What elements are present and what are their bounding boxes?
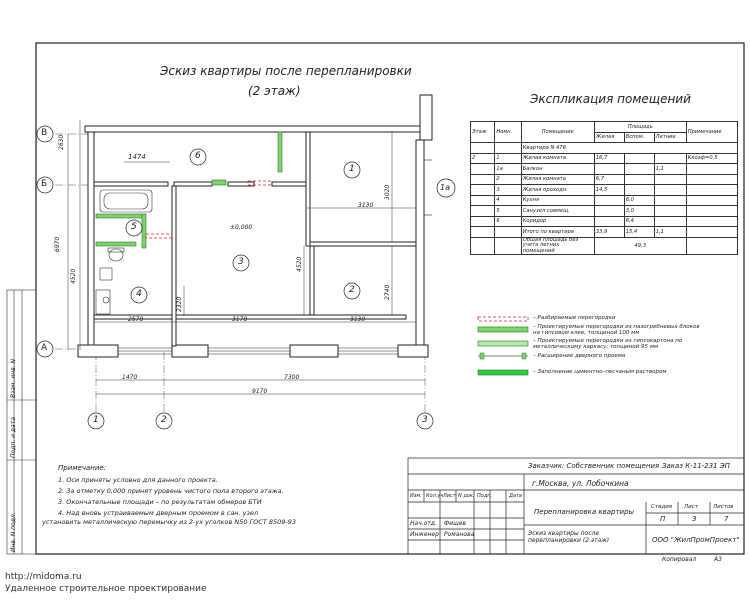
stamp-copied: Копировал — [662, 556, 697, 563]
dim: 2630 — [58, 134, 65, 150]
table-row: 3 Жилая проходн. 14,5 — [471, 185, 738, 196]
stamp-address: г.Москва, ул. Лобочкина — [532, 479, 629, 488]
stamp-sheets: 7 — [724, 515, 729, 523]
legend-swatches — [478, 317, 528, 375]
col-notes: Примечание — [686, 122, 737, 143]
stamp-role: Нач.отд. — [410, 520, 437, 527]
stamp-format: А3 — [714, 556, 722, 563]
table-row: 5 Санузел совмещ. 3,0 — [471, 206, 738, 217]
room-5: 5 — [131, 222, 137, 232]
axis-label-a: А — [41, 343, 48, 353]
col-num: Номн. — [495, 122, 521, 143]
stamp-name: Романова — [444, 531, 475, 538]
stamp-col: Подп. — [477, 493, 493, 499]
note-item: 3. Окончательные площади – по результатам обмеров БТИ — [58, 498, 262, 506]
stamp-col: Дата — [509, 493, 522, 499]
col-floor: Этаж — [471, 122, 495, 143]
col-summer: Летние — [654, 132, 686, 143]
axis-markers — [37, 126, 433, 429]
dim: 2320 — [176, 296, 183, 312]
note-item: 4. Над вновь устраиваемым дверным проемом в сан. узел — [58, 509, 259, 517]
col-area: Площадь — [594, 122, 686, 133]
level-mark: ±0,000 — [230, 224, 253, 231]
total-row: Итого по квартире 33,9 15,4 1,1 — [471, 227, 738, 238]
stamp-stage: П — [660, 515, 666, 523]
legend-item: – Разбираемые перегородки — [533, 315, 616, 321]
axis-label-v: В — [41, 128, 48, 138]
stamp-company: ООО "ЖилПромПроект" — [652, 536, 740, 544]
dim: 4520 — [296, 256, 303, 272]
stamp-col: Изм. — [410, 493, 422, 499]
footer-tagline: Удаленное строительное проектирование — [5, 584, 207, 594]
note-item: установить металлическую перемычку из 2-ух уголков N50 ГОСТ 8509-93 — [42, 518, 297, 526]
notes-title: Примечание: — [58, 464, 107, 472]
side-stamp-repl: Взам. инв. N — [10, 359, 17, 398]
room-3: 3 — [238, 257, 244, 267]
dim: 3170 — [232, 316, 248, 323]
note-item: 1. Оси приняты условно для данного проекта. — [58, 476, 218, 484]
total-row-2: Общая площадь без учета летних помещений 49,3 — [471, 237, 738, 255]
stamp-sheet-label: Лист — [684, 504, 698, 510]
dim: 9170 — [252, 388, 268, 395]
stamp-customer: Заказчик: Собственник помещения — [528, 462, 660, 470]
table-row: 4 Кухня 6,0 — [471, 195, 738, 206]
stamp-sheets-label: Листов — [713, 504, 734, 510]
stamp-project: Перепланировка квартиры — [534, 508, 635, 516]
legend-item: – Расширение дверного проема — [533, 353, 626, 359]
table-row: 2 1 Жилая комната 16,7 Ккоэф=0,5 — [471, 153, 738, 164]
stamp-order: Заказ К-11-231 ЭП — [662, 462, 730, 470]
axis-label-1: 1 — [93, 415, 99, 425]
col-living: Жилая — [594, 132, 624, 143]
room-6: 6 — [195, 151, 201, 161]
legend-item: – Заполнение цементно–песчаным раствором — [533, 369, 667, 375]
legend-item: – Проектируемые перегородки из гипсокартона по металлическому каркасу, толщиной 95 мм — [533, 338, 683, 350]
dim: 3130 — [350, 316, 366, 323]
dim: 4520 — [70, 268, 77, 284]
stamp-sheet: 3 — [692, 515, 697, 523]
dim: 3020 — [384, 184, 391, 200]
stamp-sheet-title: Эскиз квартиры после перепланировки (2 этаж) — [528, 530, 610, 544]
room-1: 1 — [349, 164, 355, 174]
drawing-title: Эскиз квартиры после перепланировки — [160, 64, 412, 78]
stamp-name: Фищев — [444, 520, 466, 527]
col-aux: Вспом. — [624, 132, 654, 143]
footer-url[interactable]: http://midoma.ru — [5, 572, 82, 582]
room-1a: 1а — [440, 183, 450, 192]
side-stamp-inv: Инв. N подл. — [10, 512, 17, 552]
note-item: 2. За отметку 0,000 принят уровень чистого пола второго этажа. — [58, 487, 284, 495]
dim: 2740 — [384, 284, 391, 300]
axis-label-3: 3 — [422, 415, 428, 425]
table-row: 1а Балкон 1,1 — [471, 164, 738, 175]
stamp-col: Лист — [443, 493, 456, 499]
dim: 1470 — [122, 374, 138, 381]
stamp-stage-label: Стадия — [651, 504, 673, 510]
dim: 6970 — [54, 236, 61, 252]
dim: 7300 — [284, 374, 300, 381]
dim: 1474 — [128, 153, 146, 161]
axis-label-2: 2 — [161, 415, 167, 425]
explication-title: Экспликация помещений — [530, 92, 691, 106]
drawing-subtitle: (2 этаж) — [248, 84, 301, 98]
room-2: 2 — [349, 285, 355, 295]
col-name: Помещение — [521, 122, 594, 143]
table-row: 6 Коридор 6,4 — [471, 216, 738, 227]
explication-table — [470, 121, 738, 255]
table-row: 2 Жилая комната 6,7 — [471, 174, 738, 185]
apartment-label: Квартира N 476 — [521, 143, 737, 154]
legend-item: – Проектируемые перегородки из пазогребневых блоков на гипсовом клее, толщиной 100 мм — [533, 324, 700, 336]
dim: 3130 — [358, 202, 374, 209]
stamp-col: Кол.уч — [426, 493, 444, 499]
side-stamp-sign: Подп. и дата — [10, 417, 17, 458]
axis-label-b: Б — [41, 179, 48, 189]
dim: 2570 — [128, 316, 144, 323]
stamp-role: Инженер — [410, 531, 439, 538]
room-4: 4 — [136, 289, 142, 299]
stamp-col: N док. — [458, 493, 475, 499]
axis-lines — [55, 134, 425, 412]
